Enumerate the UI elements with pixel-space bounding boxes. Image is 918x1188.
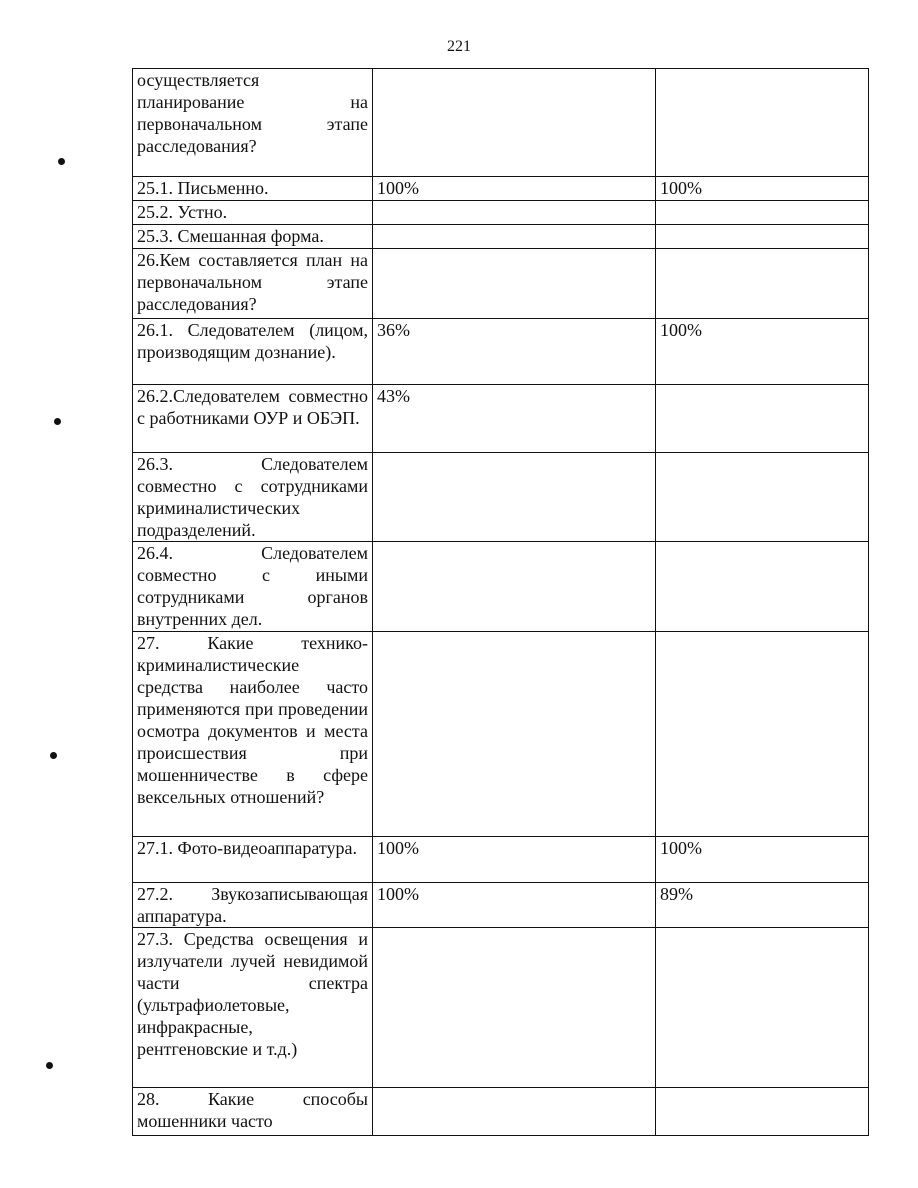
question-cell: 27. Какие технико-криминалистические средства наиболее часто применяются при проведении осмотра документов и места происшествия при мошенничестве в сфере вексельных отношений?	[133, 632, 373, 837]
table-row	[133, 201, 869, 225]
question-cell: 27.3. Средства освещения и излучатели лучей невидимой части спектра (ультрафиолетовые, инфракрасные, рентгеновские и т.д.)	[133, 928, 373, 1088]
question-cell: 25.3. Смешанная форма.	[133, 225, 373, 249]
value-cell-b	[656, 453, 869, 542]
table-row	[133, 453, 869, 542]
value-cell-b	[656, 1088, 869, 1136]
margin-mark	[54, 418, 61, 425]
value-cell-b	[656, 385, 869, 453]
table-body	[133, 69, 869, 1136]
value-cell-a	[373, 201, 656, 225]
question-cell: 28. Какие способы мошенники часто	[133, 1088, 373, 1136]
value-cell-a: 100%	[373, 177, 656, 201]
value-cell-a: 100%	[373, 837, 656, 883]
value-cell-a	[373, 69, 656, 177]
question-cell: 25.1. Письменно.	[133, 177, 373, 201]
value-cell-a	[373, 632, 656, 837]
question-cell: осуществляется планирование на первоначальном этапе расследования?	[133, 69, 373, 177]
question-cell: 26.Кем составляется план на первоначальном этапе расследования?	[133, 249, 373, 319]
table-row	[133, 1088, 869, 1136]
value-cell-b	[656, 928, 869, 1088]
value-cell-b	[656, 632, 869, 837]
value-cell-a	[373, 453, 656, 542]
value-cell-b: 89%	[656, 883, 869, 928]
table-row	[133, 177, 869, 201]
table-row	[133, 319, 869, 385]
table-row	[133, 385, 869, 453]
value-cell-a	[373, 1088, 656, 1136]
value-cell-b	[656, 225, 869, 249]
value-cell-b	[656, 201, 869, 225]
table-row	[133, 225, 869, 249]
value-cell-b	[656, 69, 869, 177]
value-cell-a: 36%	[373, 319, 656, 385]
table-row	[133, 249, 869, 319]
survey-table	[132, 68, 869, 1136]
question-cell: 25.2. Устно.	[133, 201, 373, 225]
question-cell: 26.3. Следователем совместно с сотрудниками криминалистических подразделений.	[133, 453, 373, 542]
table-row	[133, 837, 869, 883]
question-cell: 26.1. Следователем (лицом, производящим дознание).	[133, 319, 373, 385]
question-cell: 26.4. Следователем совместно с иными сотрудниками органов внутренних дел.	[133, 542, 373, 632]
value-cell-b	[656, 249, 869, 319]
value-cell-b	[656, 542, 869, 632]
table-row	[133, 883, 869, 928]
value-cell-a	[373, 542, 656, 632]
value-cell-a	[373, 928, 656, 1088]
page-number: 221	[447, 38, 471, 55]
question-cell: 27.1. Фото-видеоаппаратура.	[133, 837, 373, 883]
value-cell-b: 100%	[656, 319, 869, 385]
table-row	[133, 542, 869, 632]
question-cell: 26.2.Следователем совместно с работниками ОУР и ОБЭП.	[133, 385, 373, 453]
table-row	[133, 632, 869, 837]
margin-mark	[46, 1062, 53, 1069]
margin-mark	[50, 752, 57, 759]
value-cell-a	[373, 249, 656, 319]
table-row	[133, 69, 869, 177]
value-cell-b: 100%	[656, 177, 869, 201]
value-cell-a: 100%	[373, 883, 656, 928]
value-cell-a	[373, 225, 656, 249]
table-row	[133, 928, 869, 1088]
question-cell: 27.2. Звукозаписывающая аппаратура.	[133, 883, 373, 928]
value-cell-a: 43%	[373, 385, 656, 453]
margin-mark	[58, 158, 65, 165]
value-cell-b: 100%	[656, 837, 869, 883]
